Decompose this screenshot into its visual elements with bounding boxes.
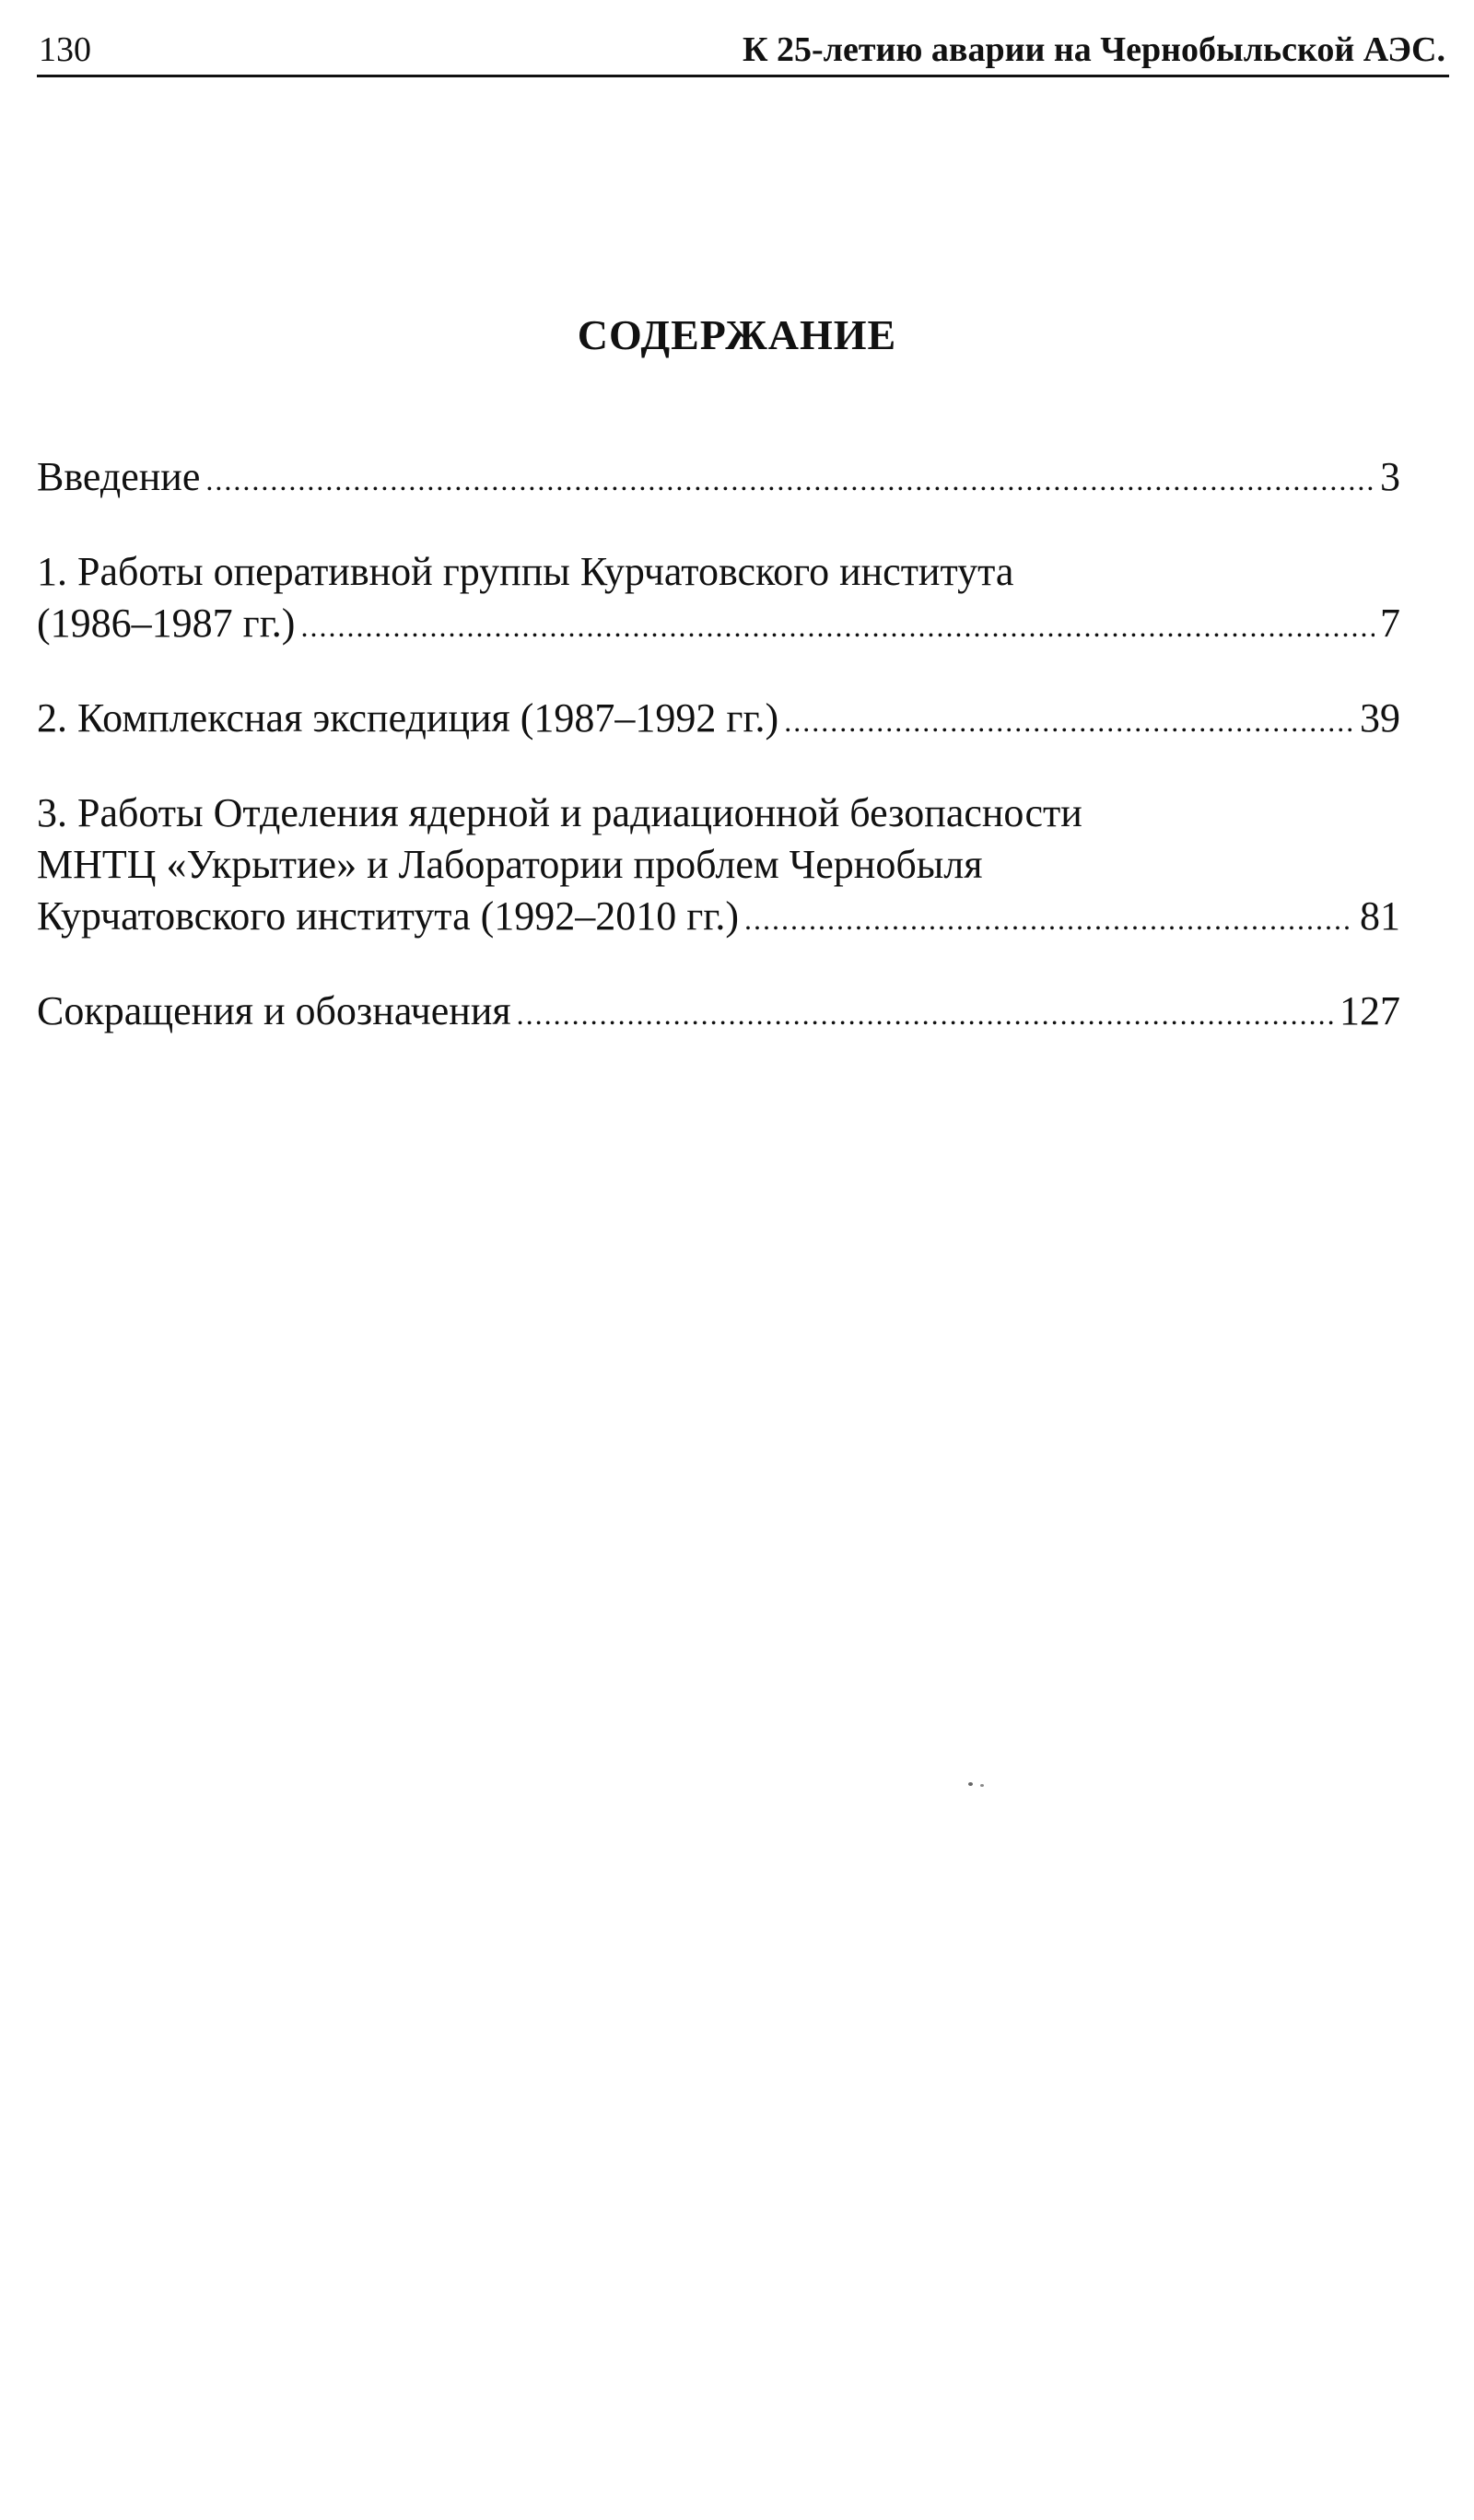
toc-entry-title: 2. Комплексная экспедиция (1987–1992 гг.): [37, 695, 779, 741]
dot-leader: [205, 454, 1375, 506]
toc-entry-title-line: 1. Работы оперативной группы Курчатовского института: [37, 549, 1014, 594]
toc-entry-title: Курчатовского института (1992–2010 гг.): [37, 893, 740, 939]
toc-entry-page: 81: [1360, 893, 1400, 939]
toc-entry-chapter-2[interactable]: [37, 693, 1400, 747]
table-of-contents: [37, 451, 1400, 1080]
running-header: [37, 28, 1449, 77]
book-title: К 25-летию аварии на Чернобыльской АЭС.: [742, 30, 1445, 69]
toc-entry-abbreviations[interactable]: [37, 986, 1400, 1040]
toc-entry-title: (1986–1987 гг.): [37, 601, 296, 646]
scan-speck: [980, 1784, 984, 1787]
toc-entry-title-line: 3. Работы Отделения ядерной и радиационной безопасности: [37, 790, 1082, 835]
toc-entry-page: 7: [1380, 601, 1400, 646]
toc-entry-line: [37, 693, 1400, 747]
toc-entry-line: [37, 451, 1400, 506]
toc-entry-title: Введение: [37, 454, 201, 499]
scan-speck: [968, 1782, 973, 1786]
toc-entry-line: [37, 986, 1400, 1040]
toc-entry-chapter-3[interactable]: [37, 788, 1400, 945]
toc-entry-line: [37, 891, 1400, 945]
toc-entry-page: 3: [1380, 454, 1400, 499]
dot-leader: [744, 893, 1354, 945]
toc-heading: СОДЕРЖАНИЕ: [577, 311, 897, 358]
toc-entry-introduction[interactable]: [37, 451, 1400, 506]
dot-leader: [517, 988, 1334, 1040]
dot-leader: [300, 601, 1375, 652]
toc-entry-chapter-1[interactable]: [37, 546, 1400, 652]
toc-entry-page: 127: [1339, 988, 1400, 1033]
dot-leader: [784, 695, 1354, 747]
toc-entry-page: 39: [1360, 695, 1400, 741]
toc-entry-line: [37, 598, 1400, 652]
page-number: 130: [39, 30, 91, 69]
toc-entry-title: Сокращения и обозначения: [37, 988, 511, 1033]
toc-entry-title-line: МНТЦ «Укрытие» и Лаборатории проблем Чернобыля: [37, 842, 983, 887]
